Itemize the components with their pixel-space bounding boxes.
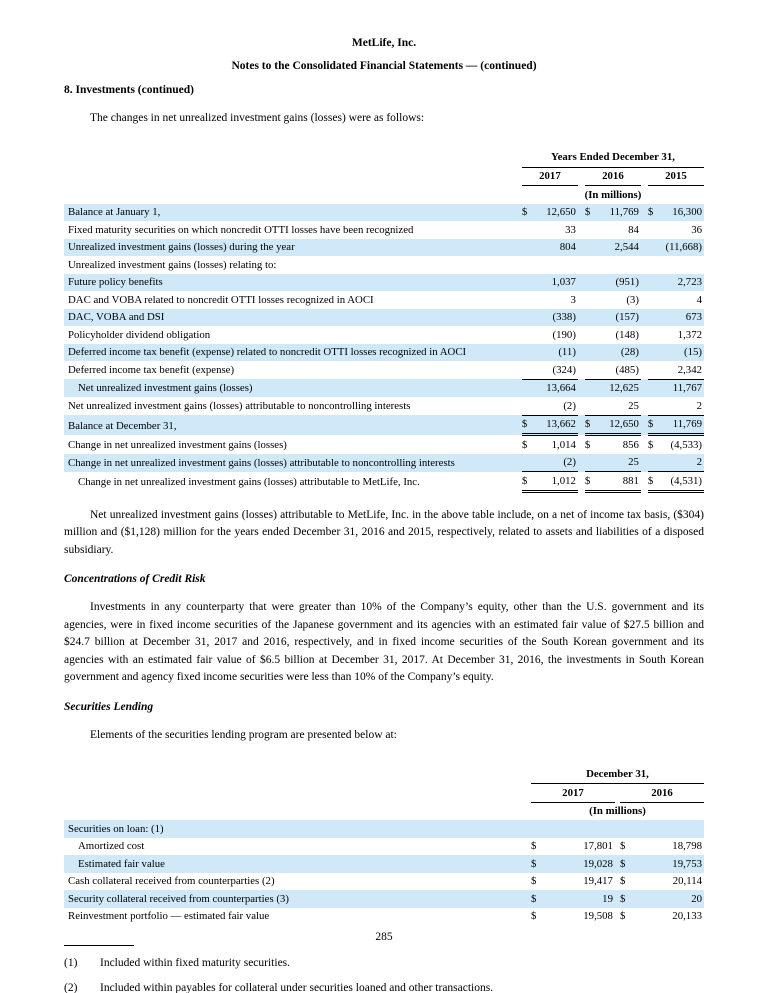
row-label: Deferred income tax benefit (expense) related to noncredit OTTI losses recognized in AOCI <box>68 346 467 358</box>
row-label: Amortized cost <box>78 840 145 852</box>
table-row <box>64 204 704 222</box>
cell-dollar: $ <box>619 892 626 905</box>
table-row <box>64 397 704 415</box>
table-row <box>64 890 704 908</box>
paragraph-credit-risk: Investments in any counterparty that were greater than 10% of the Company’s equity, other than the U.S. government and its agencies, were in fixed income securities of the Japanese government and its agencies with an estimated fair value of $27.5 billion and $24.7 billion at December 31, 2017 and 2016, respectively, and in fixed income securities of the South Korean government and its agencies with an estimated fair value of $6.5 billion at December 31, 2017. At December 31, 2016, the investments in South Korean government and agency fixed income securities were less than 10% of the Company’s equity. <box>64 601 704 683</box>
cell-value: 1,372 <box>677 328 702 341</box>
cell-value: (190) <box>552 328 576 341</box>
row-label: Unrealized investment gains (losses) relating to: <box>68 258 277 271</box>
cell-value: 2,342 <box>660 361 704 379</box>
table-row <box>64 820 704 838</box>
row-label: Balance at January 1, <box>68 206 161 218</box>
cell-value: 19,508 <box>583 910 613 922</box>
cell-dollar: $ <box>647 206 654 218</box>
row-label: Cash collateral received from counterparties (2) <box>68 875 275 887</box>
intro-paragraph: The changes in net unrealized investment gains (losses) were as follows: <box>90 112 425 124</box>
table-row <box>64 309 704 327</box>
table-row <box>64 838 704 856</box>
cell-dollar: $ <box>521 206 528 218</box>
cell-value: 2,723 <box>677 276 702 288</box>
cell-value: (951) <box>615 276 639 288</box>
cell-dollar: $ <box>648 472 660 492</box>
cell-value: 1,012 <box>534 472 578 492</box>
row-label: Security collateral received from counterparties (3) <box>68 892 289 905</box>
row-label: Fixed maturity securities on which noncredit OTTI losses have been recognized <box>68 223 414 236</box>
cell-dollar: $ <box>521 438 528 451</box>
cell-dollar: $ <box>584 206 591 218</box>
cell-value: (157) <box>615 311 639 323</box>
cell-value: (15) <box>684 346 702 358</box>
cell-value: (2) <box>534 397 578 415</box>
table-row <box>64 239 704 257</box>
table-years-row <box>64 167 704 186</box>
table-row-total <box>64 415 704 435</box>
footnote-marker: (1) <box>64 957 78 969</box>
cell-value: 13,664 <box>546 382 576 394</box>
cell-value: 2 <box>660 397 704 415</box>
cell-value: (3) <box>626 293 639 306</box>
heading-concentrations-credit-risk: Concentrations of Credit Risk <box>64 573 206 585</box>
cell-dollar: $ <box>648 415 660 435</box>
cell-dollar: $ <box>619 857 626 870</box>
cell-value: 12,625 <box>609 382 639 394</box>
cell-value: (2) <box>534 454 578 472</box>
row-label: Policyholder dividend obligation <box>68 328 211 341</box>
cell-value: 33 <box>565 223 576 236</box>
cell-dollar: $ <box>530 875 537 887</box>
table-row <box>64 435 704 454</box>
cell-value: 19,028 <box>583 857 613 870</box>
row-label: Change in net unrealized investment gains (losses) attributable to noncontrolling interests <box>68 456 455 469</box>
company-title: MetLife, Inc. <box>351 37 417 49</box>
row-label: Net unrealized investment gains (losses) attributable to noncontrolling interests <box>68 400 411 412</box>
cell-value: (324) <box>534 361 578 379</box>
year-header-2015: 2015 <box>648 167 704 186</box>
cell-value: (485) <box>597 361 641 379</box>
table-row <box>64 326 704 344</box>
table-row <box>64 908 704 926</box>
table-period-row <box>64 765 704 784</box>
doc-subtitle: Notes to the Consolidated Financial Statements — (continued) <box>231 60 537 72</box>
row-label: Net unrealized investment gains (losses) <box>78 382 253 394</box>
row-label: DAC, VOBA and DSI <box>68 311 165 323</box>
cell-value: 25 <box>597 397 641 415</box>
section-heading: 8. Investments (continued) <box>64 84 195 96</box>
table-row <box>64 361 704 379</box>
table-units-row <box>64 186 704 204</box>
cell-value: 673 <box>685 311 702 323</box>
table-row <box>64 454 704 472</box>
cell-value: 16,300 <box>672 206 702 218</box>
row-label: Unrealized investment gains (losses) during the year <box>68 241 295 253</box>
table-row <box>64 256 704 274</box>
table-years-row <box>64 784 704 803</box>
cell-value: 881 <box>597 472 641 492</box>
table-row <box>64 873 704 891</box>
cell-value: 20,133 <box>672 910 702 922</box>
row-label: DAC and VOBA related to noncredit OTTI losses recognized in AOCI <box>68 293 374 306</box>
row-label: Deferred income tax benefit (expense) <box>68 364 235 376</box>
unrealized-gains-table <box>64 149 704 493</box>
cell-dollar: $ <box>585 415 597 435</box>
cell-value: (28) <box>620 346 639 358</box>
cell-dollar: $ <box>619 910 626 922</box>
row-label: Future policy benefits <box>68 276 163 288</box>
row-label: Estimated fair value <box>78 857 165 870</box>
table-row <box>64 291 704 309</box>
cell-value: 2 <box>660 454 704 472</box>
cell-dollar: $ <box>530 910 537 922</box>
footnote-text: Included within payables for collateral under securities loaned and other transactions. <box>100 982 494 993</box>
year-header-2016: 2016 <box>585 167 641 186</box>
cell-value: 4 <box>696 293 702 306</box>
cell-value: 1,014 <box>551 438 576 451</box>
cell-value: 1,037 <box>551 276 576 288</box>
table-row-subtotal <box>64 379 704 397</box>
footnote-divider <box>64 945 134 946</box>
row-label: Reinvestment portfolio — estimated fair value <box>68 910 270 922</box>
cell-dollar: $ <box>619 875 626 887</box>
cell-dollar: $ <box>530 857 537 870</box>
footnote-2 <box>64 980 704 993</box>
paragraph-disposed-subsidiary: Net unrealized investment gains (losses) attributable to MetLife, Inc. in the above table include, on a net of income tax basis, ($304) million and ($1,128) million for the years ended December 31, 2016 and 2015, respectively, related to assets and liabilities of a disposed subsidiary. <box>64 508 704 556</box>
cell-value: (4,533) <box>670 438 702 451</box>
table-period-row <box>64 149 704 168</box>
cell-value: 25 <box>597 454 641 472</box>
row-label: Balance at December 31, <box>68 419 177 432</box>
row-label: Change in net unrealized investment gains (losses) attributable to MetLife, Inc. <box>78 476 420 488</box>
cell-dollar: $ <box>530 840 537 852</box>
table-row <box>64 855 704 873</box>
heading-securities-lending: Securities Lending <box>64 700 154 713</box>
cell-dollar: $ <box>522 415 534 435</box>
cell-value: 856 <box>622 438 639 451</box>
cell-value: 17,801 <box>583 840 613 852</box>
securities-lending-table <box>64 765 704 925</box>
table-units-row <box>64 802 704 820</box>
row-label: Securities on loan: (1) <box>68 822 164 835</box>
period-header: Years Ended December 31, <box>522 149 704 168</box>
cell-value: (148) <box>615 328 639 341</box>
cell-dollar: $ <box>584 438 591 451</box>
cell-value: 804 <box>559 241 576 253</box>
cell-value: 18,798 <box>672 840 702 852</box>
cell-value: 12,650 <box>597 415 641 435</box>
cell-value: 84 <box>628 223 639 236</box>
table-row <box>64 344 704 362</box>
footnote-1 <box>64 955 704 971</box>
table-row <box>64 221 704 239</box>
cell-value: 13,662 <box>534 415 578 435</box>
year-header-2016: 2016 <box>620 784 704 803</box>
cell-dollar: $ <box>585 472 597 492</box>
units-label: (In millions) <box>589 805 646 817</box>
cell-value: (338) <box>552 311 576 323</box>
year-header-2017: 2017 <box>531 784 615 803</box>
cell-dollar: $ <box>522 472 534 492</box>
cell-value: 12,650 <box>546 206 576 218</box>
footnote-marker: (2) <box>64 982 78 993</box>
row-label: Change in net unrealized investment gains (losses) <box>68 438 287 451</box>
cell-value: 11,769 <box>660 415 704 435</box>
cell-dollar: $ <box>647 438 654 451</box>
table-row <box>64 274 704 292</box>
cell-value: 3 <box>570 293 576 306</box>
cell-value: 20 <box>691 892 702 905</box>
cell-value: (11) <box>558 346 576 358</box>
cell-value: (11,668) <box>665 241 702 253</box>
table-row-total <box>64 472 704 492</box>
cell-dollar: $ <box>619 840 626 852</box>
cell-value: (4,531) <box>660 472 704 492</box>
paragraph-securities-lending: Elements of the securities lending program are presented below at: <box>90 728 397 741</box>
cell-value: 19 <box>602 892 613 905</box>
page-number: 285 <box>375 931 393 943</box>
cell-value: 19,417 <box>583 875 613 887</box>
period-header: December 31, <box>531 765 704 784</box>
cell-value: 20,114 <box>672 875 702 887</box>
footnote-text: Included within fixed maturity securities. <box>100 957 291 969</box>
units-label: (In millions) <box>584 188 642 201</box>
cell-value: 11,769 <box>609 206 639 218</box>
cell-dollar: $ <box>530 892 537 905</box>
cell-value: 2,544 <box>614 241 639 253</box>
cell-value: 19,753 <box>672 857 702 870</box>
year-header-2017: 2017 <box>522 167 578 186</box>
cell-value: 36 <box>691 223 702 236</box>
cell-value: 11,767 <box>672 382 702 394</box>
